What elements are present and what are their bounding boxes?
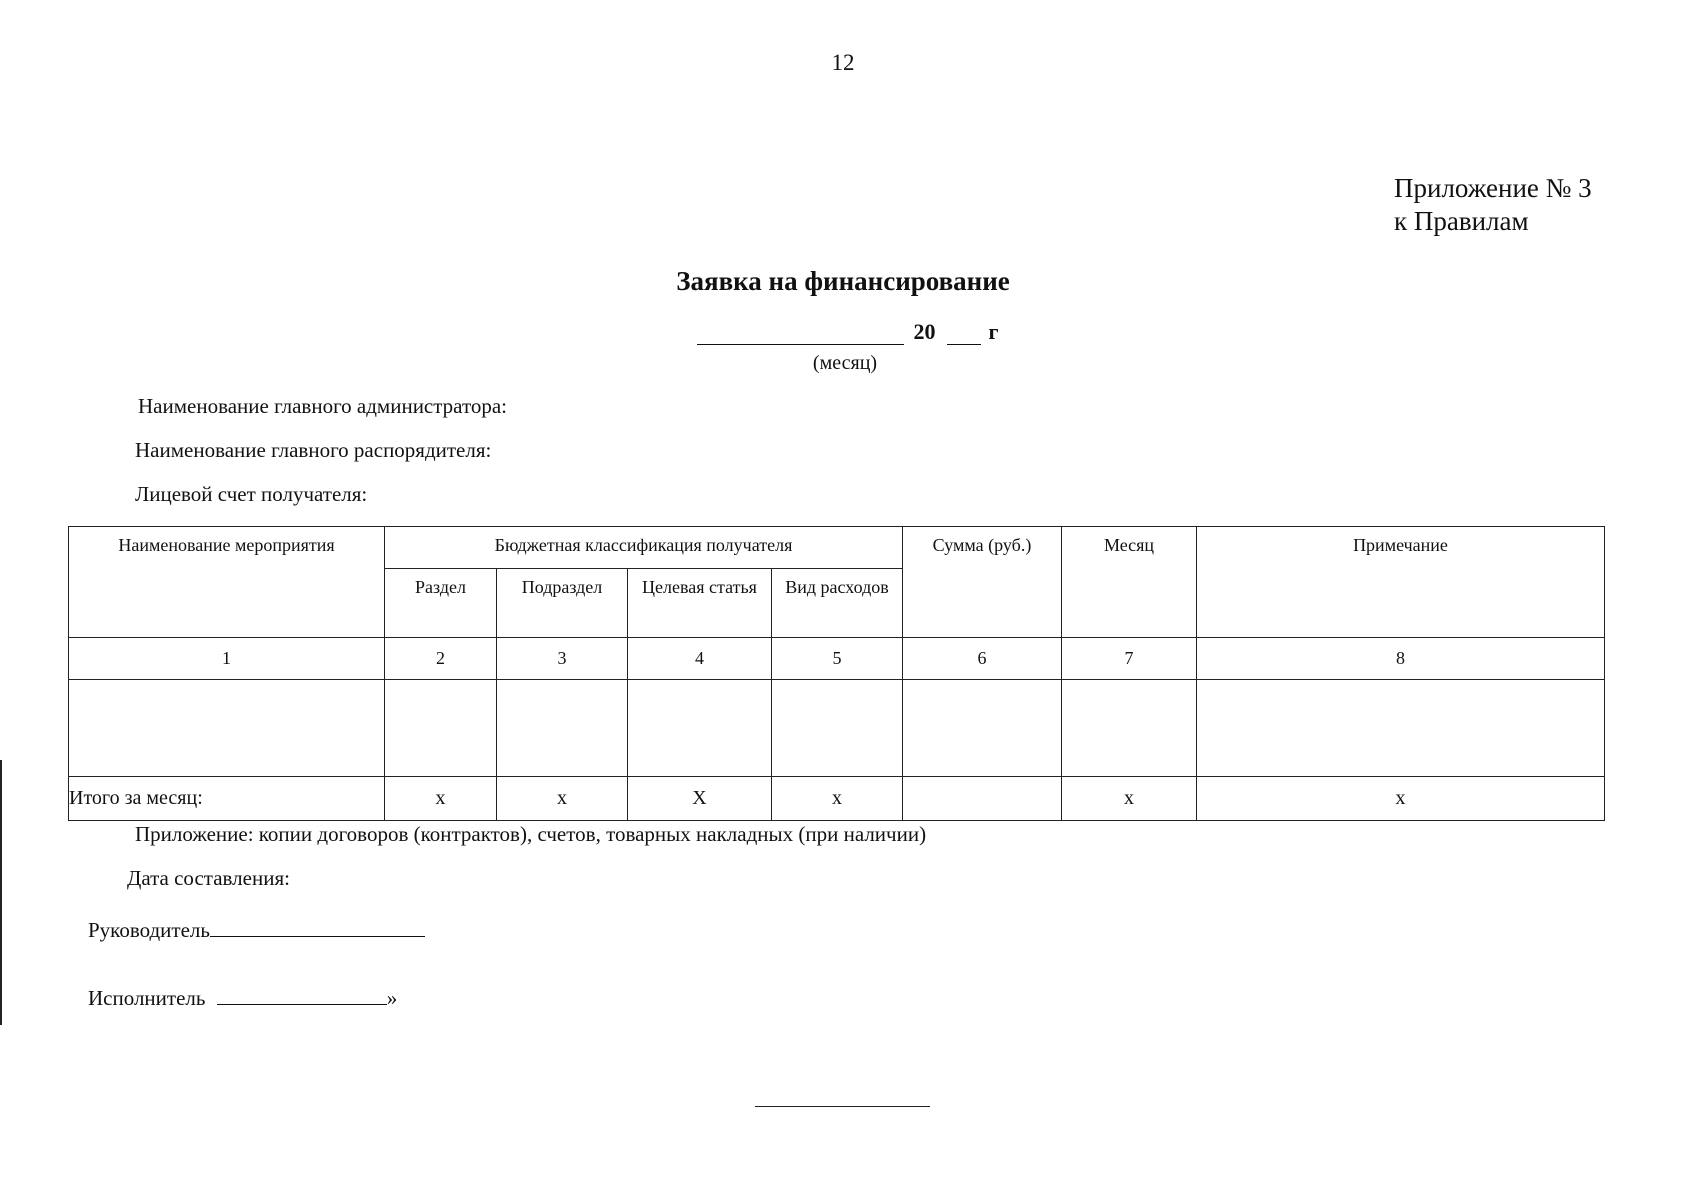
- header-section: Раздел: [385, 569, 497, 638]
- executor-signature: [88, 986, 397, 1011]
- month-blank: [697, 324, 904, 345]
- header-note: Примечание: [1197, 527, 1605, 638]
- table-cell: [497, 680, 628, 777]
- table-cell: [772, 680, 903, 777]
- appendix-reference: [1394, 172, 1592, 238]
- head-signature-line: [210, 936, 425, 937]
- table-cell: [903, 680, 1062, 777]
- column-number: 3: [497, 638, 628, 680]
- column-number-row: [69, 638, 1605, 680]
- end-separator-line: [755, 1106, 930, 1107]
- funding-request-table-wrap: [68, 526, 1605, 821]
- main-manager-label: Наименование главного распорядителя:: [135, 438, 492, 462]
- margin-mark: [0, 760, 2, 1025]
- header-month: Месяц: [1062, 527, 1197, 638]
- total-cell: x: [385, 777, 497, 821]
- main-administrator-label: Наименование главного администратора:: [138, 394, 508, 418]
- year-suffix: г: [988, 319, 999, 344]
- header-subsection: Подраздел: [497, 569, 628, 638]
- header-event-name: Наименование мероприятия: [69, 527, 385, 638]
- executor-suffix: »: [386, 986, 398, 1010]
- table-cell: [385, 680, 497, 777]
- year-prefix: 20: [913, 319, 936, 344]
- appendix-line-2: к Правилам: [1394, 206, 1529, 236]
- executor-label: Исполнитель: [88, 986, 206, 1010]
- funding-request-table: [68, 526, 1605, 821]
- header-budget-classification: Бюджетная классификация получателя: [385, 527, 903, 569]
- total-row: [69, 777, 1605, 821]
- document-title: Заявка на финансирование: [676, 266, 1010, 296]
- header-amount: Сумма (руб.): [903, 527, 1062, 638]
- period-line: [697, 319, 999, 345]
- date-label: Дата составления:: [127, 866, 290, 890]
- total-cell: x: [1197, 777, 1605, 821]
- table-cell: [1197, 680, 1605, 777]
- data-row: [69, 680, 1605, 777]
- table-cell: [1062, 680, 1197, 777]
- executor-signature-line: [217, 1004, 387, 1005]
- column-number: 4: [628, 638, 772, 680]
- appendix-line-1: Приложение № 3: [1394, 173, 1592, 203]
- header-target-item: Целевая статья: [628, 569, 772, 638]
- total-cell: x: [1062, 777, 1197, 821]
- page-number: 12: [831, 50, 855, 75]
- table-cell: [628, 680, 772, 777]
- header-expense-type: Вид расходов: [772, 569, 903, 638]
- total-label: Итого за месяц:: [69, 777, 385, 821]
- head-signature: [88, 918, 425, 943]
- table-cell: [69, 680, 385, 777]
- recipient-account-label: Лицевой счет получателя:: [135, 482, 368, 506]
- total-cell: [903, 777, 1062, 821]
- column-number: 6: [903, 638, 1062, 680]
- head-label: Руководитель: [88, 918, 210, 942]
- total-cell: X: [628, 777, 772, 821]
- month-caption: (месяц): [812, 352, 878, 374]
- column-number: 8: [1197, 638, 1605, 680]
- column-number: 1: [69, 638, 385, 680]
- header-row: [69, 527, 1605, 569]
- year-blank: [947, 324, 981, 345]
- column-number: 7: [1062, 638, 1197, 680]
- attachment-note: Приложение: копии договоров (контрактов), счетов, товарных накладных (при наличии): [135, 822, 927, 846]
- column-number: 2: [385, 638, 497, 680]
- total-cell: x: [772, 777, 903, 821]
- total-cell: x: [497, 777, 628, 821]
- column-number: 5: [772, 638, 903, 680]
